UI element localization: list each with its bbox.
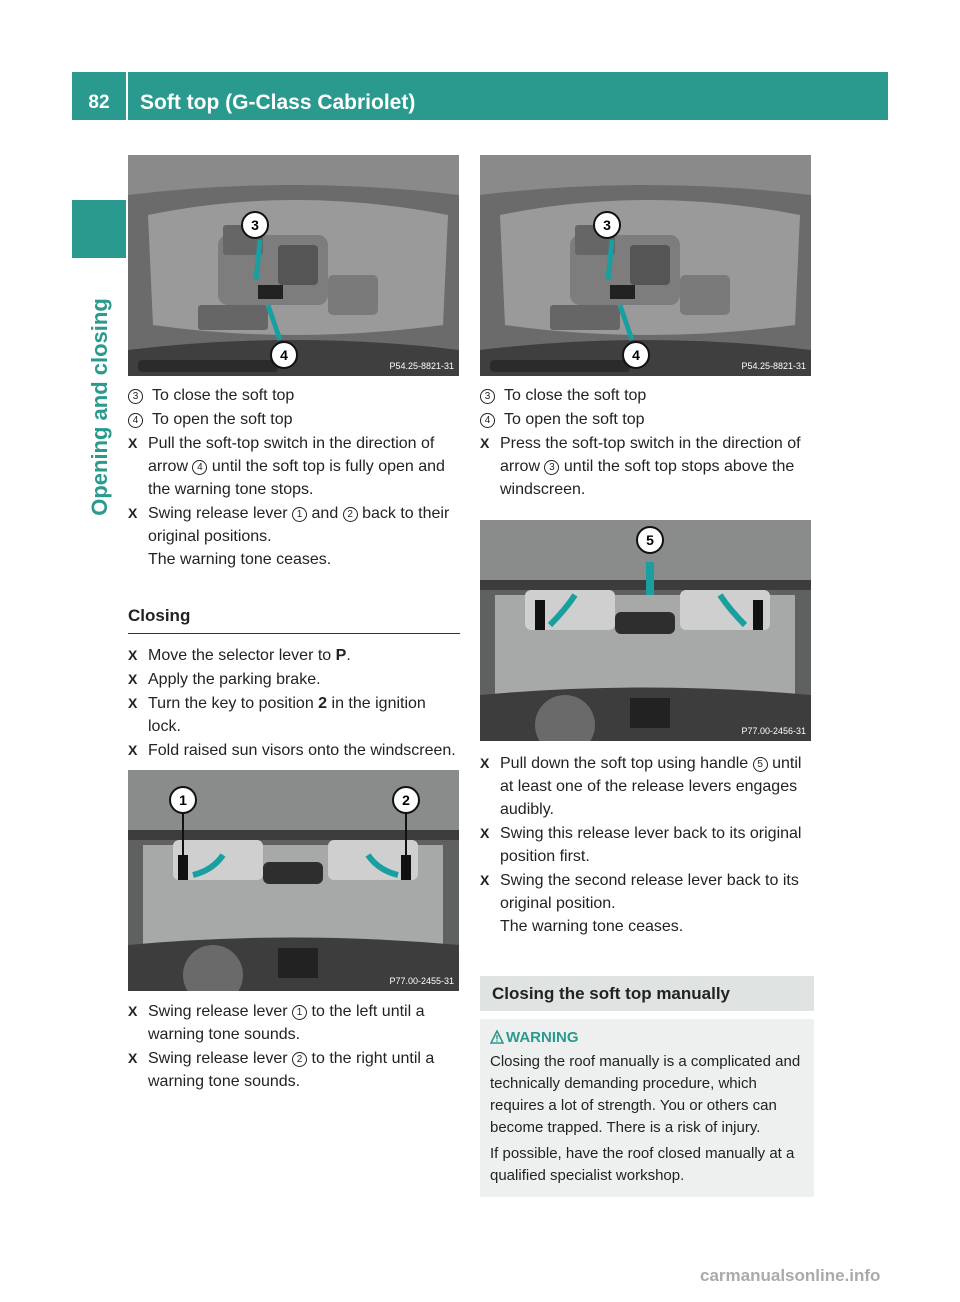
- warning-box: [480, 1019, 814, 1197]
- caption-open: 4 To open the soft top: [480, 408, 814, 431]
- section-tab-marker: [72, 200, 126, 258]
- figure-callout: 2: [402, 792, 410, 808]
- figure-callout: 4: [632, 347, 640, 363]
- list-item: X Swing release lever 2 to the right until a warning tone sounds.: [128, 1050, 435, 1090]
- overhead-panel-illustration: [480, 155, 811, 376]
- figure-code: P77.00-2456-31: [741, 726, 806, 736]
- warning-triangle-icon: [490, 1030, 504, 1044]
- section-side-label-text: Opening and closing: [87, 298, 112, 516]
- figure-soft-top-handle: [480, 520, 811, 741]
- warning-header: [490, 1027, 804, 1049]
- figure-overhead-panel-left: [128, 155, 459, 376]
- overhead-panel-illustration: [128, 155, 459, 376]
- warning-text: Closing the roof manually is a complicated and technically demanding procedure, which requires a lot of strength. You or others can become trapped. There is a risk of injury.: [490, 1053, 801, 1136]
- list-item: X Swing release lever 1 and 2 back to their original positions. The warning tone ceases.: [128, 505, 450, 568]
- figure-overhead-panel-right: [480, 155, 811, 376]
- list-item: X Swing this release lever back to its original position first.: [480, 825, 802, 865]
- figure-callout: 5: [646, 532, 654, 548]
- left-column-upper: [128, 384, 460, 571]
- caption-open: 4 To open the soft top: [128, 408, 460, 431]
- figure-callout: 3: [251, 217, 259, 233]
- windscreen-illustration: [480, 520, 811, 741]
- caption-close: 3 To close the soft top: [480, 384, 814, 407]
- figure-code: P54.25-8821-31: [389, 361, 454, 371]
- figure-callout: 1: [179, 792, 187, 808]
- list-item: X Pull down the soft top using handle 5 until at least one of the release levers engages audibly.: [480, 755, 802, 818]
- section-side-label: [72, 264, 126, 564]
- section-heading-closing: Closing: [128, 604, 460, 634]
- page-title: Soft top (G-Class Cabriolet): [128, 72, 888, 120]
- section-heading-manual: Closing the soft top manually: [480, 976, 814, 1011]
- list-item: X Press the soft-top switch in the direction of arrow 3 until the soft top stops above the windscreen.: [480, 435, 801, 498]
- figure-code: P77.00-2455-31: [389, 976, 454, 986]
- caption-close: 3 To close the soft top: [128, 384, 460, 407]
- list-item: X Swing release lever 1 to the left until a warning tone sounds.: [128, 1003, 425, 1043]
- right-column-middle: [480, 752, 814, 938]
- page-number: 82: [72, 72, 126, 120]
- figure-callout: 3: [603, 217, 611, 233]
- figure-callout: 4: [280, 347, 288, 363]
- left-column-closing: [128, 604, 460, 762]
- warning-label: WARNING: [506, 1029, 579, 1046]
- figure-code: P54.25-8821-31: [741, 361, 806, 371]
- watermark: carmanualsonline.info: [700, 1266, 881, 1285]
- list-item: X Move the selector lever to P.: [128, 647, 351, 664]
- left-column-lower: [128, 1000, 460, 1093]
- list-item: X Turn the key to position 2 in the ignition lock.: [128, 695, 426, 735]
- list-item: X Swing the second release lever back to its original position. The warning tone ceases.: [480, 872, 799, 935]
- figure-release-levers: [128, 770, 459, 991]
- warning-advice: If possible, have the roof closed manually at a qualified specialist workshop.: [490, 1145, 795, 1184]
- list-item: X Pull the soft-top switch in the direction of arrow 4 until the soft top is fully open and the warning tone stops.: [128, 435, 445, 498]
- list-item: X Apply the parking brake.: [128, 671, 321, 688]
- manual-closing-section: [480, 976, 814, 1197]
- list-item: X Fold raised sun visors onto the windscreen.: [128, 742, 456, 759]
- windscreen-illustration: [128, 770, 459, 991]
- right-column-upper: [480, 384, 814, 501]
